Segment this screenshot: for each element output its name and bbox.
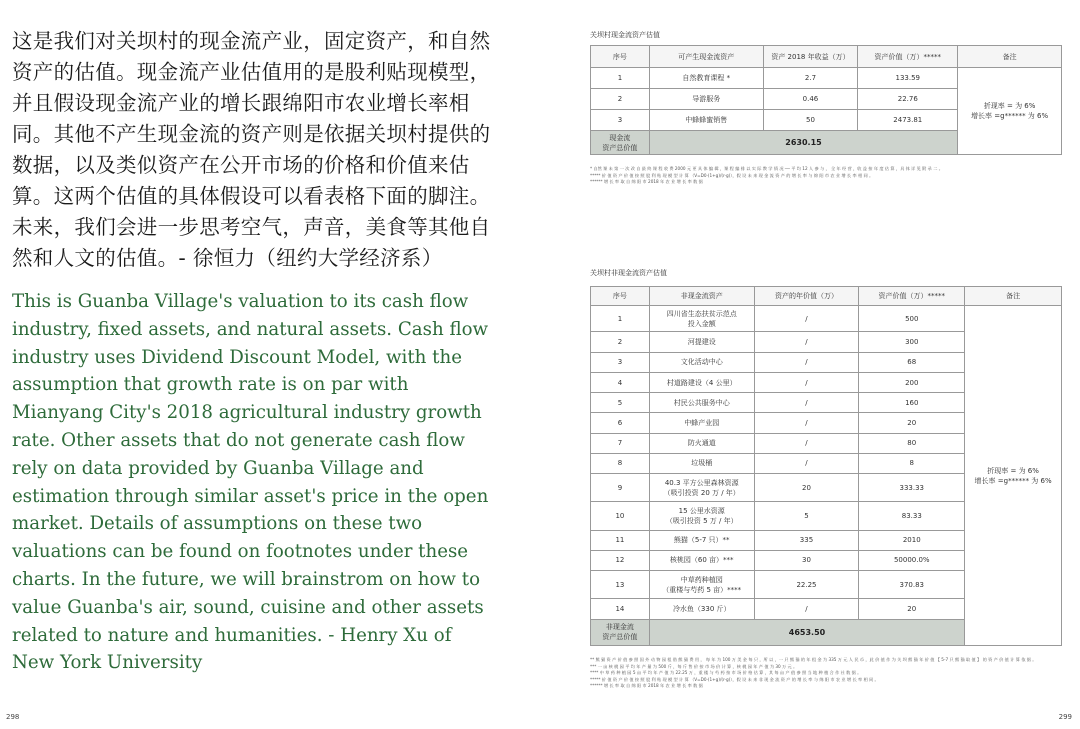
table-cell: 68 [859,352,965,372]
table-cell: / [754,433,859,453]
english-paragraph: This is Guanba Village's valuation to its cash flow industry, fixed assets, and natural assets. Cash flow industry uses Dividend Discount Model, with the assumption that growth rate is on par with Mianyang City's 2018 agricultural industry growth rate. Other assets that do not generate cash flow rely on data provided by Guanba Village and estimation through similar asset's price in the open market. Details of assumptions on these two valuations can be found on footnotes under these charts. In the future, we will brainstrom on how to value Guanba's air, sound, cuisine and other assets related to nature and humanities. - Henry Xu of New York University [12,291,489,674]
table1-header: 备注 [958,46,1062,68]
table-cell: 中蜂蜂蜜销售 [649,110,763,131]
cell-text: 四川省生态扶贫示范点 投入金额 [666,309,737,328]
table-cell: 防火通道 [649,433,754,453]
table-cell: 335 [754,530,859,550]
total-label [591,619,650,645]
table-cell: 22.76 [858,89,958,110]
total-value: 2630.15 [785,138,822,147]
table-cell: 2010 [859,530,965,550]
table-row [591,68,1062,89]
table-cell: 30 [754,550,859,570]
table-cell: 14 [591,599,650,619]
table-cell: 冷水鱼（330 斤） [649,599,754,619]
table1-header-row [591,46,1062,68]
table1-header: 资产 2018 年收益（万） [763,46,858,68]
table1-header: 可产生现金流资产 [649,46,763,68]
table-cell: / [754,372,859,392]
table-row [591,306,1062,332]
table-cell [649,502,754,530]
table-cell: 500 [859,306,965,332]
footnote: *** 一 亩 核 桃 园 平 均 年 产 量 为 500 斤 ，每 斤 售 价 按 市 场 价 计 算 ，核 桃 园 年 产 值 为 30 万 元 。 [590,663,798,669]
page-number-left: 298 [6,713,20,721]
table-cell: 自然教育课程 * [649,68,763,89]
table-cell: 370.83 [859,571,965,599]
table2-header: 资产的年价值（万） [754,287,859,306]
table-cell: 村道路建设（4 公里） [649,372,754,392]
table-cell: / [754,599,859,619]
total-label-text: 非现金流 资产总价值 [602,623,638,642]
table-cell: 2 [591,89,650,110]
table-cell: 垃圾桶 [649,453,754,473]
table-cell: / [754,413,859,433]
table2-header: 资产价值（万）***** [859,287,965,306]
table1-header: 资产价值（万）***** [858,46,958,68]
table-cell: / [754,306,859,332]
table1-caption: 关坝村现金流资产估值 [590,31,660,39]
table-cell: 文化活动中心 [649,352,754,372]
table-cell [649,306,754,332]
table-cell: / [754,453,859,473]
chinese-paragraph: 这是我们对关坝村的现金流产业，固定资产，和自然资产的估值。现金流产业估值用的是股利贴现模型，并且假设现金流产业的增长跟绵阳市农业增长率相同。其他不产生现金流的资产则是依据关坝村提供的数据，以及类似资产在公开市场的价格和价值来估算。这两个估值的具体假设可以看表格下面的脚注。未来，我们会进一步思考空气，声音，美食等其他自然和人文的估值。- 徐恒力（纽约大学经济系） [12,29,491,270]
total-label [591,131,650,155]
footnote: ****** 增 长 率 取 自 绵 阳 市 2018 年 农 业 增 长 率 数 据 [590,683,703,688]
table-cell: 5 [591,393,650,413]
table-cell: 9 [591,474,650,502]
table-cell: 4 [591,372,650,392]
note-text: 折现率 = 为 6% 增长率 =g****** 为 6% [971,102,1049,120]
non-cashflow-asset-table [590,286,1062,646]
table-cell: 熊猫（5-7 只）** [649,530,754,550]
table-cell: 133.59 [858,68,958,89]
table-cell: 200 [859,372,965,392]
footnote: * 自然 课 未 第 一 次 改 自 最 终 课 程 收 费 2000 元 更 具 体 编 辑 ，课 程 编 排 以 实 际 教 学 情 况 ── 平 均 12 人 参 与 ， 全 年 经 营 ，收 益 按 年 度 估 算 ，具 体 详 见 附 录 二 。 [590,166,943,171]
table1-header: 序号 [591,46,650,68]
table2-caption: 关坝村非现金流资产估值 [590,269,667,277]
left-text-column [12,26,492,677]
table-cell: 2 [591,332,650,352]
table-cell: / [754,352,859,372]
cell-text: 15 公里水资源 （吸引投资 5 万 / 年） [665,506,738,525]
table1-note [958,68,1062,155]
table-cell: / [754,393,859,413]
table-cell: 2.7 [763,68,858,89]
table-cell: 5 [754,502,859,530]
table-cell: 20 [754,474,859,502]
table2-header: 非现金流资产 [649,287,754,306]
table-cell: 80 [859,433,965,453]
table-cell: 83.33 [859,502,965,530]
page-number-right: 299 [1058,713,1072,721]
table-cell: 1 [591,306,650,332]
table-cell: 12 [591,550,650,570]
footnote: ** 熊 猫 资 产 价 值 参 照 国 外 动 物 园 租 借 熊 猫 费 用 ， 每 年 为 100 万 美 金 每 只 ，所 以 ，一 只 熊 猫 的 年 租 金 为 335 万 元 人 民 币 ，此 价 值 作 为 关 坝 熊 猫 年 价 值 【 5-7 只 熊 猫 取 值 】 的 资 产 价 值 计 算 依 据 。 [590,657,1037,662]
note-text: 折现率 = 为 6% 增长率 =g****** 为 6% [974,466,1052,485]
table-cell: 河提建设 [649,332,754,352]
table-cell: 11 [591,530,650,550]
table-cell: 22.25 [754,571,859,599]
table-cell: 8 [859,453,965,473]
cell-text: 40.3 平方公里森林资源 （吸引投资 20 万 / 年） [663,478,740,497]
table-cell: / [754,332,859,352]
table-cell: 50000.0% [859,550,965,570]
total-value-cell [649,619,964,645]
table-cell: 2473.81 [858,110,958,131]
table-cell: 6 [591,413,650,433]
table-cell: 村民公共服务中心 [649,393,754,413]
table-cell: 8 [591,453,650,473]
table-cell: 20 [859,413,965,433]
table2-header-row [591,287,1062,306]
table-cell: 中蜂产业园 [649,413,754,433]
cashflow-asset-table [590,45,1062,155]
table-cell: 160 [859,393,965,413]
table2-footnotes [590,657,1036,690]
total-value: 4653.50 [788,627,826,637]
table2-header: 备注 [965,287,1062,306]
table-cell: 1 [591,68,650,89]
table-cell: 3 [591,352,650,372]
table-cell: 333.33 [859,474,965,502]
footnote: ***** 价 值 资 产 价 值 按 照 股 利 贴 现 模 型 计 算 （V=D0·(1+g)/(r-g)），假 设 未 来 非 现 金 流 资 产 的 增 长 率 与 绵 阳 市 农 业 增 长 率 相 同 。 [590,676,879,682]
total-label-text: 现金流 资产总价值 [602,133,638,152]
table2-header: 序号 [591,287,650,306]
table-cell: 20 [859,599,965,619]
total-value-cell [649,131,957,155]
table-cell: 3 [591,110,650,131]
table-cell: 导游服务 [649,89,763,110]
table-cell: 13 [591,571,650,599]
table-cell [649,474,754,502]
table2-note [965,306,1062,646]
table-cell: 核桃园（60 亩）*** [649,550,754,570]
table1-footnotes [590,166,943,186]
table-cell: 50 [763,110,858,131]
table-cell: 0.46 [763,89,858,110]
footnote: **** 中 草 药 种 植 园 5 亩 平 均 年 产 值 为 22.25 万 ，重 楼 与 芍 药 按 市 场 价 格 估 算 ，其 每 亩 产 值 参 照 当 地 种 植 合 作 社 数 据 。 [590,670,862,675]
table-cell: 10 [591,502,650,530]
footnote: ***** 价 值 资 产 价 值 按 照 股 利 贴 现 模 型 计 算 （V=D0·(1+g)/(r-g)），假 设 未 来 现 金 流 资 产 的 增 长 率 与 绵 阳 市 农 业 增 长 率 相 同 。 [590,172,874,178]
table-cell: 7 [591,433,650,453]
table-cell: 300 [859,332,965,352]
table-cell [649,571,754,599]
footnote: ****** 增 长 率 取 自 绵 阳 市 2018 年 农 业 增 长 率 数 据 [590,179,703,184]
cell-text: 中草药种植园 （重楼与芍药 5 亩）**** [662,575,742,594]
